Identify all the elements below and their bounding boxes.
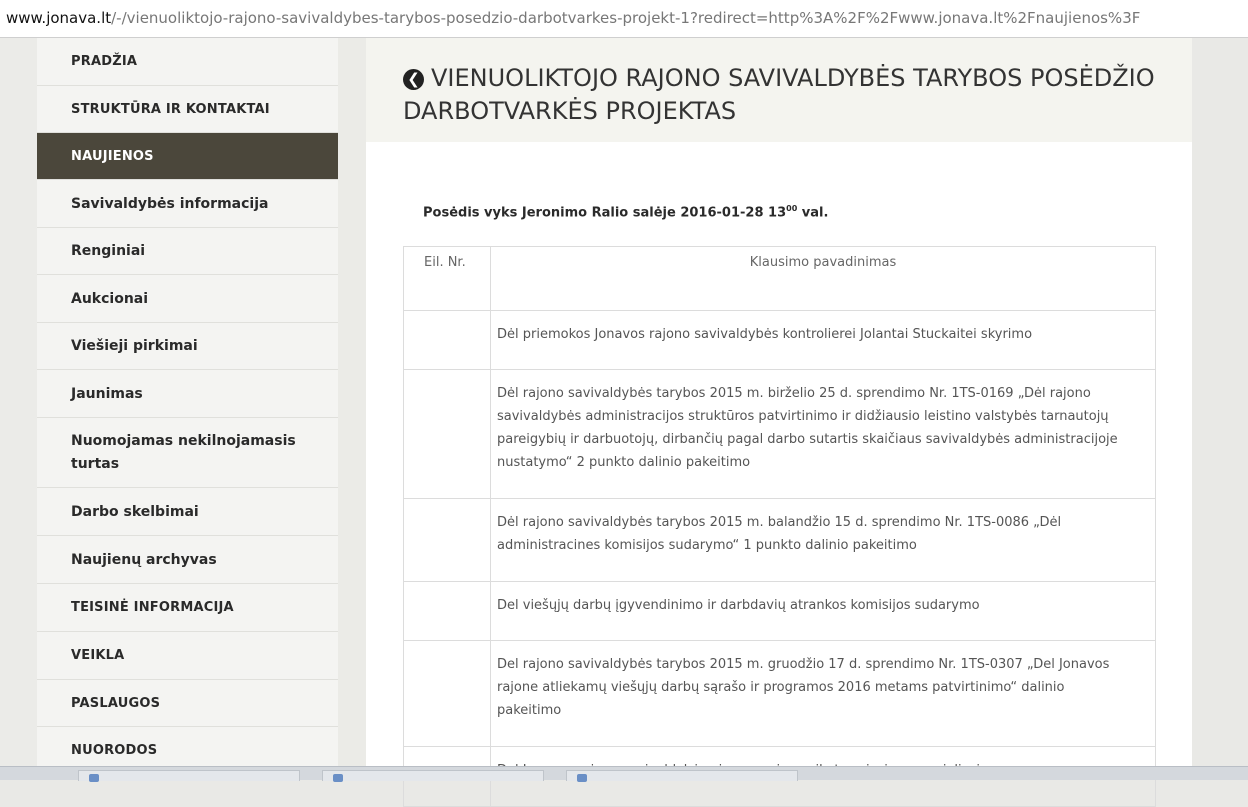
row-number bbox=[404, 370, 491, 499]
article-panel bbox=[366, 38, 1192, 766]
page-title bbox=[403, 62, 1163, 128]
nav-item-darbo-skelbimai[interactable]: Darbo skelbimai bbox=[37, 488, 338, 536]
header-question: Klausimo pavadinimas bbox=[491, 247, 1156, 311]
sidebar-nav bbox=[37, 38, 338, 766]
nav-item-aukcionai[interactable]: Aukcionai bbox=[37, 275, 338, 323]
row-number bbox=[404, 499, 491, 582]
table-row bbox=[404, 641, 1156, 747]
taskbar-item[interactable] bbox=[566, 770, 798, 781]
row-question: Dėl rajono savivaldybės tarybos 2015 m. balandžio 15 d. sprendimo Nr. 1TS-0086 „Dėl administracines komisijos sudarymo“ 1 punkto dalinio pakeitimo bbox=[491, 499, 1156, 582]
session-text: Posėdis vyks Jeronimo Ralio salėje 2016-01-28 13 bbox=[423, 205, 787, 221]
arrow-left-circle-icon[interactable]: ❮ bbox=[403, 69, 424, 90]
table-row bbox=[404, 311, 1156, 370]
row-number bbox=[404, 582, 491, 641]
nav-item-veikla[interactable]: VEIKLA bbox=[37, 632, 338, 680]
session-info bbox=[423, 204, 828, 220]
table-row bbox=[404, 370, 1156, 499]
taskbar-item[interactable] bbox=[322, 770, 544, 781]
taskbar-item[interactable] bbox=[78, 770, 300, 781]
agenda-table bbox=[403, 246, 1156, 807]
page-title-text: VIENUOLIKTOJO RAJONO SAVIVALDYBĖS TARYBOS POSĖDŽIO DARBOTVARKĖS PROJEKTAS bbox=[403, 64, 1155, 125]
nav-item-jaunimas[interactable]: Jaunimas bbox=[37, 370, 338, 418]
row-question: Del rajono savivaldybės tarybos 2015 m. gruodžio 17 d. sprendimo Nr. 1TS-0307 „Del Jonavos rajone atliekamų viešųjų darbų sąrašo ir programos 2016 metams patvirtinimo“ dalinio pakeitimo bbox=[491, 641, 1156, 747]
url-path: /-/vienuoliktojo-rajono-savivaldybes-tarybos-posedzio-darbotvarkes-projekt-1?redirect=http%3A%2F%2Fwww.jonava.lt%2Fnaujienos%3F bbox=[111, 9, 1141, 27]
page-margin-left bbox=[0, 38, 37, 766]
nav-item-savivaldybes-informacija[interactable]: Savivaldybės informacija bbox=[37, 180, 338, 228]
row-question: Del viešųjų darbų įgyvendinimo ir darbdavių atrankos komisijos sudarymo bbox=[491, 582, 1156, 641]
session-time-superscript: 00 bbox=[786, 204, 798, 213]
nav-item-teisine-informacija[interactable]: TEISINĖ INFORMACIJA bbox=[37, 584, 338, 632]
nav-item-struktura-ir-kontaktai[interactable]: STRUKTŪRA IR KONTAKTAI bbox=[37, 86, 338, 133]
row-question: Dėl rajono savivaldybės tarybos 2015 m. birželio 25 d. sprendimo Nr. 1TS-0169 „Dėl rajono savivaldybės administracijos struktūros patvirtinimo ir didžiausio leistino valstybės tarnautojų pareigybių ir darbuotojų, dirbančių pagal darbo sutartis skaičiaus savivaldybės administracijoje nustatymo“ 2 punkto dalinio pakeitimo bbox=[491, 370, 1156, 499]
row-number bbox=[404, 311, 491, 370]
nav-item-renginiai[interactable]: Renginiai bbox=[37, 228, 338, 275]
row-question: Dėl priemokos Jonavos rajono savivaldybės kontrolierei Jolantai Stuckaitei skyrimo bbox=[491, 311, 1156, 370]
table-header-row bbox=[404, 247, 1156, 311]
nav-item-pradzia[interactable]: PRADŽIA bbox=[37, 38, 338, 86]
window-icon bbox=[89, 774, 99, 782]
nav-item-viesieji-pirkimai[interactable]: Viešieji pirkimai bbox=[37, 323, 338, 370]
page-margin-right bbox=[1192, 38, 1248, 766]
header-nr: Eil. Nr. bbox=[404, 247, 491, 311]
table-row bbox=[404, 499, 1156, 582]
window-icon bbox=[577, 774, 587, 782]
nav-item-nuomojamas-turtas[interactable]: Nuomojamas nekilnojamasis turtas bbox=[37, 418, 338, 488]
url-domain: www.jonava.lt bbox=[6, 9, 112, 27]
taskbar bbox=[0, 766, 1248, 780]
table-row bbox=[404, 582, 1156, 641]
nav-item-naujienos[interactable]: NAUJIENOS bbox=[37, 133, 338, 180]
session-suffix: val. bbox=[797, 205, 829, 221]
nav-item-nuorodos[interactable]: NUORODOS bbox=[37, 727, 338, 775]
nav-item-paslaugos[interactable]: PASLAUGOS bbox=[37, 680, 338, 727]
content-gutter bbox=[338, 38, 366, 766]
window-icon bbox=[333, 774, 343, 782]
address-bar[interactable] bbox=[0, 0, 1248, 38]
row-number bbox=[404, 641, 491, 747]
nav-item-naujienu-archyvas[interactable]: Naujienų archyvas bbox=[37, 536, 338, 584]
